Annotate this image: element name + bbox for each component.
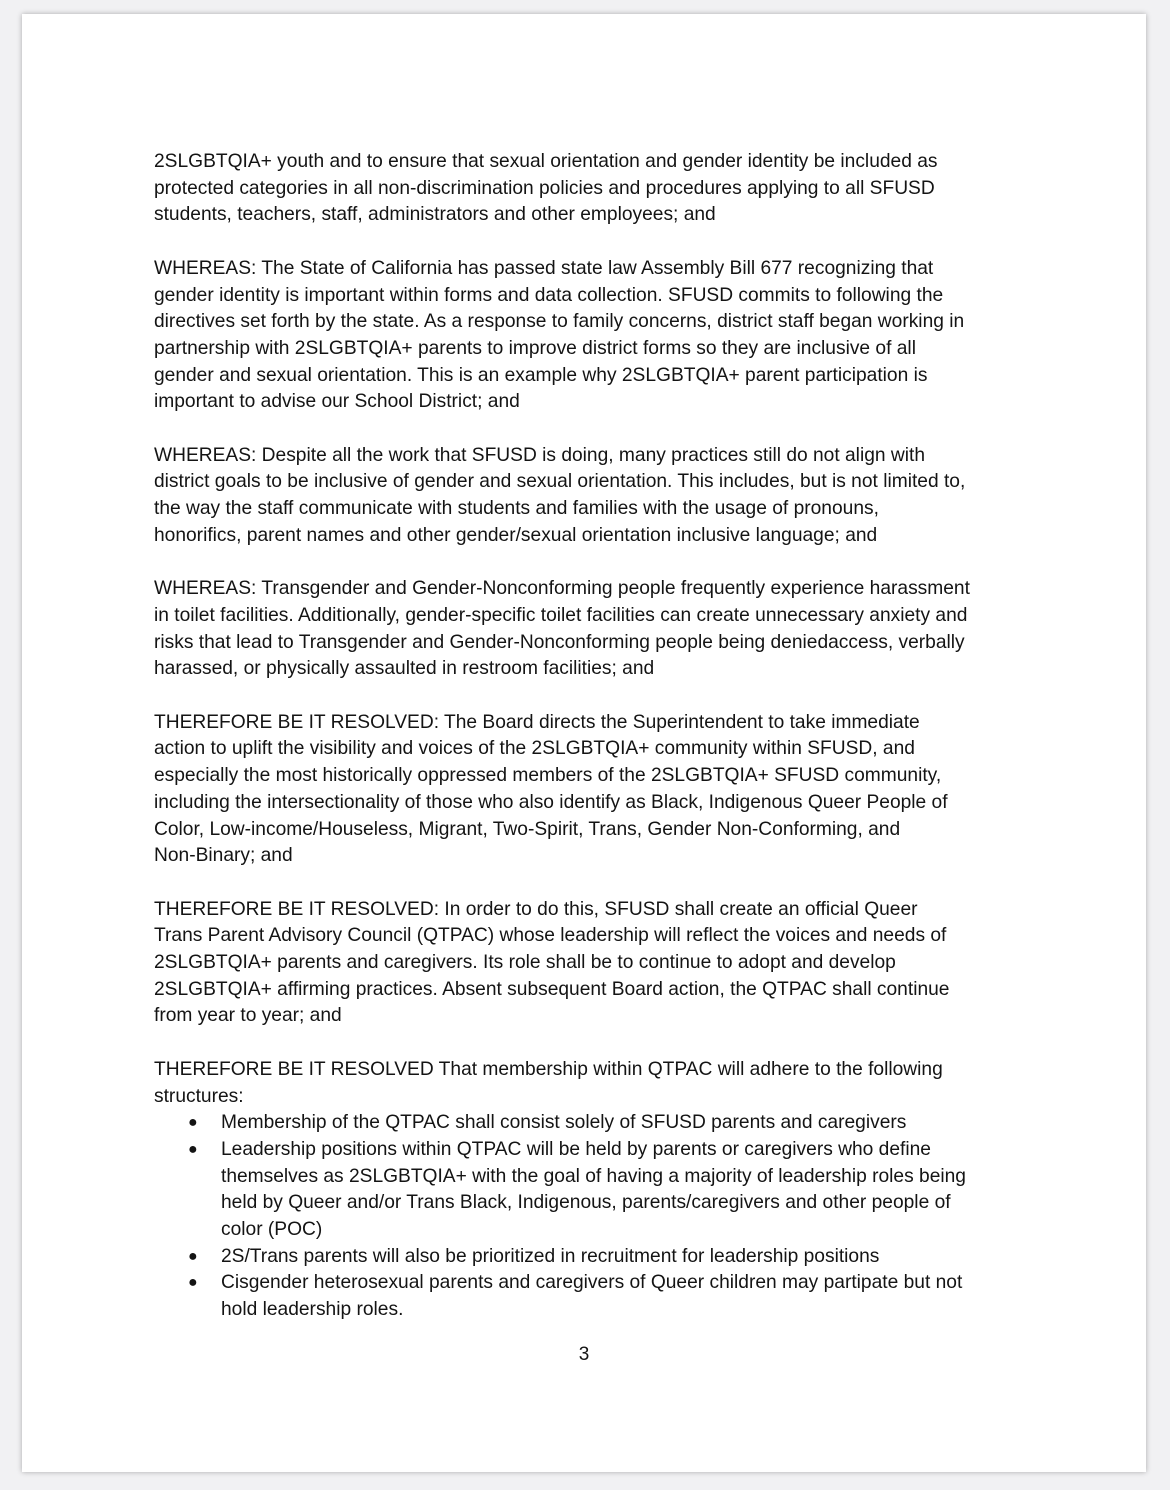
bullet-icon: ● [188,1247,198,1265]
membership-bullet-list [154,1110,1034,1324]
document-page [22,14,1146,1472]
paragraph-resolved-visibility: THEREFORE BE IT RESOLVED: The Board directs the Superintendent to take immediate action to uplift the visibility and voices of the 2SLGBTQIA+ community within SFUSD, and especially the most historically oppressed members of the 2SLGBTQIA+ SFUSD community, including the intersectionality of those who also identify as Black, Indigenous Queer People of Color, Low-income/Houseless, Migrant, Two-Spirit, Trans, Gender Non-Conforming, and Non-Binary; and [154,711,948,867]
paragraph-whereas-practices: WHEREAS: Despite all the work that SFUSD is doing, many practices still do not align with district goals to be inclusive of gender and sexual orientation. This includes, but is not limited to, the way the staff communicate with students and families with the usage of pronouns, honorifics, parent names and other gender/sexual orientation inclusive language; and [154,444,966,546]
list-item [154,1244,1034,1271]
paragraph-resolved-membership: THEREFORE BE IT RESOLVED That membership within QTPAC will adhere to the following structures: [154,1058,943,1107]
bullet-icon: ● [188,1114,198,1132]
list-item-text: Cisgender heterosexual parents and caregivers of Queer children may partipate but not hold leadership roles. [221,1272,963,1321]
list-item [154,1110,1034,1137]
paragraph-resolved-qtpac: THEREFORE BE IT RESOLVED: In order to do this, SFUSD shall create an official Queer Trans Parent Advisory Council (QTPAC) whose leadership will reflect the voices and needs of 2SLGBTQIA+ parents and caregivers. Its role shall be to continue to adopt and develop 2SLGBTQIA+ affirming practices. Absent subsequent Board action, the QTPAC shall continue from year to year; and [154,898,950,1027]
page-number: 3 [578,1344,590,1365]
paragraph-whereas-ab677: WHEREAS: The State of California has passed state law Assembly Bill 677 recognizing that gender identity is important within forms and data collection. SFUSD commits to following the directives set forth by the state. As a response to family concerns, district staff began working in partnership with 2SLGBTQIA+ parents to improve district forms so they are inclusive of all gender and sexual orientation. This is an example why 2SLGBTQIA+ parent participation is important to advise our School District; and [154,257,965,413]
list-item [154,1137,1034,1244]
bullet-icon: ● [188,1140,198,1158]
bullet-icon: ● [188,1274,198,1292]
list-item-text: Leadership positions within QTPAC will be held by parents or caregivers who define themselves as 2SLGBTQIA+ with the goal of having a majority of leadership roles being held by Queer and/or Trans Black, Indigenous, parents/caregivers and other people of color (POC) [221,1138,966,1241]
paragraph-whereas-facilities: WHEREAS: Transgender and Gender-Nonconforming people frequently experience harassment in toilet facilities. Additionally, gender-specific toilet facilities can create unnecessary anxiety and risks that lead to Transgender and Gender-Nonconforming people being deniedaccess, verbally harassed, or physically assaulted in restroom facilities; and [154,578,970,680]
list-item-text: 2S/Trans parents will also be prioritized in recruitment for leadership positions [221,1245,880,1267]
document-body [154,149,1034,1324]
list-item-text: Membership of the QTPAC shall consist solely of SFUSD parents and caregivers [221,1112,907,1134]
paragraph-youth-protections: 2SLGBTQIA+ youth and to ensure that sexual orientation and gender identity be included as protected categories in all non-discrimination policies and procedures applying to all SFUSD students, teachers, staff, administrators and other employees; and [154,151,938,226]
list-item [154,1270,1034,1323]
